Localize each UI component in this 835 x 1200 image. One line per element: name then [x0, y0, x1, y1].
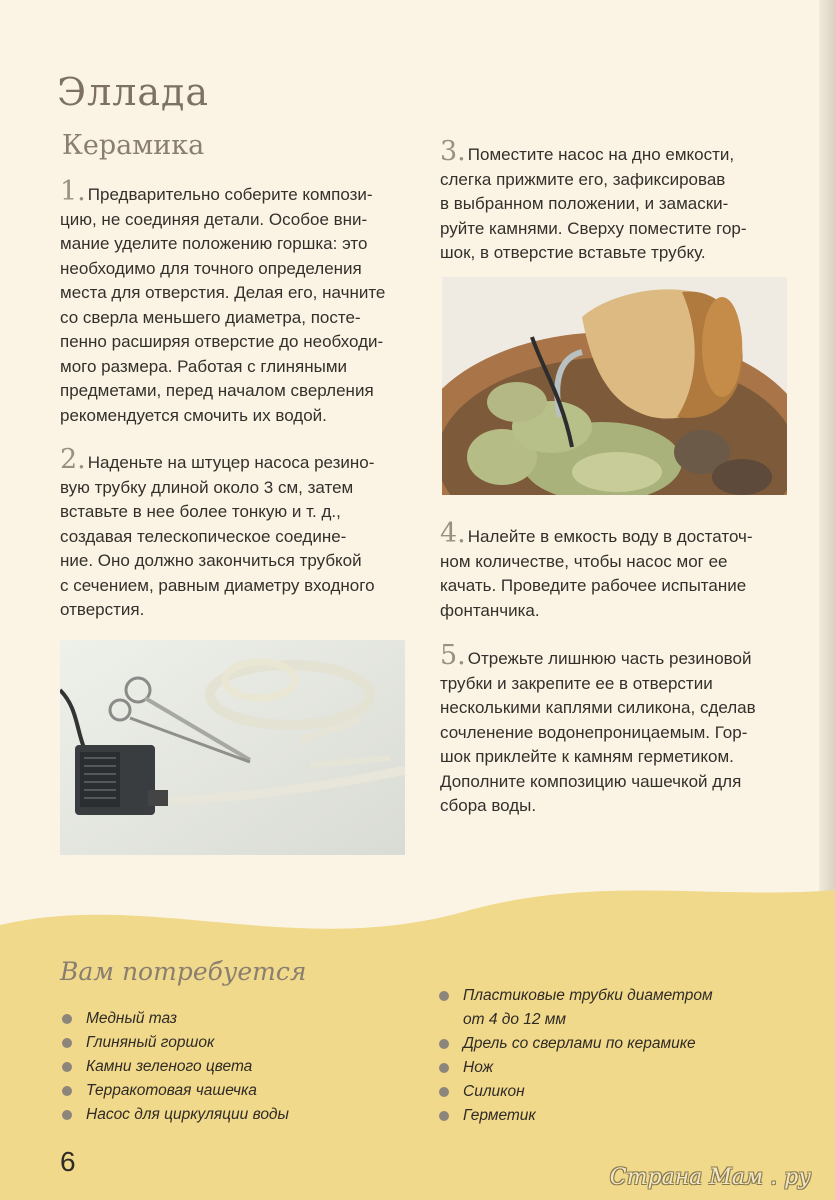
step-text-line: руйте камнями. Сверху поместите гор-: [440, 218, 747, 238]
step-text-line: слегка прижмите его, зафиксировав: [440, 169, 726, 189]
list-item-continuation: [437, 1008, 713, 1032]
page-title: Эллада: [57, 70, 210, 114]
step-text-line: вставьте в нее более тонкую и т. д.,: [60, 502, 341, 521]
step-text-line: цию, не соединяя детали. Особое вни-: [60, 209, 368, 229]
bullet-icon: [62, 1086, 72, 1096]
bullet-icon: [62, 1014, 72, 1024]
step-text-line: Налейте в емкость воду в достаточ-: [467, 527, 753, 546]
step-text-line: качать. Проведите рабочее испытание: [440, 576, 747, 595]
page-number: 6: [60, 1146, 76, 1177]
step-text-line: Наденьте на штуцер насоса резино-: [87, 453, 375, 472]
step-text-line: ние. Оно должно закончиться трубкой: [60, 551, 362, 570]
photo-fountain: [442, 277, 787, 495]
pump-tubes-illustration: [60, 640, 405, 855]
step-text-line: в выбранном положении, и замаски-: [440, 194, 729, 213]
list-item-label: Глиняный горшок: [86, 1034, 215, 1051]
step-2: [60, 444, 400, 623]
step-number: 5.: [440, 640, 466, 671]
step-text-line: Отрежьте лишнюю часть резиновой: [467, 649, 752, 668]
step-text-line: Поместите насос на дно емкости,: [467, 145, 735, 164]
list-item: [60, 1007, 289, 1031]
step-text-line: несколькими каплями силикона, сделав: [440, 698, 756, 717]
step-4: [440, 518, 785, 623]
step-1: [60, 176, 400, 428]
step-number: 4.: [440, 518, 466, 549]
step-number: 1.: [60, 176, 86, 207]
step-text-line: мание уделите положению горшка: это: [60, 234, 368, 253]
step-text-line: пенно расширяя отверстие до необходи-: [60, 332, 384, 351]
photo-pump-and-tubes: [60, 640, 405, 855]
step-text-line: шок приклейте к камням герметиком.: [440, 747, 734, 766]
list-item: [60, 1055, 289, 1079]
list-item-label: Насос для циркуляции воды: [86, 1106, 289, 1123]
bullet-icon: [62, 1062, 72, 1072]
step-text-line: сочленение водонепроницаемым. Гор-: [440, 722, 748, 742]
step-text-line: места для отверстия. Делая его, начните: [60, 283, 386, 302]
bullet-icon: [439, 1087, 449, 1097]
list-item-label: Медный таз: [86, 1010, 178, 1027]
section-subtitle: Керамика: [62, 130, 205, 161]
materials-list-left: [60, 1007, 289, 1127]
step-text-line: вую трубку длиной около 3 см, затем: [60, 477, 354, 497]
list-item-label: Дрель со сверлами по керамике: [463, 1035, 696, 1052]
bullet-icon: [439, 1063, 449, 1073]
bullet-icon: [439, 1111, 449, 1121]
list-item-label: от 4 до 12 мм: [463, 1011, 567, 1028]
list-item: [60, 1031, 289, 1055]
materials-list-right: [437, 984, 713, 1128]
step-text-line: фонтанчика.: [440, 600, 540, 620]
step-number: 3.: [440, 136, 466, 167]
step-text-line: мого размера. Работая с глиняными: [60, 356, 348, 376]
list-item: [437, 1080, 713, 1104]
bullet-icon: [62, 1110, 72, 1120]
list-item: [437, 984, 713, 1008]
step-text-line: предметами, перед началом сверления: [60, 381, 374, 400]
list-item: [437, 1056, 713, 1080]
step-text-line: со сверла меньшего диаметра, посте-: [60, 307, 361, 327]
list-item-label: Герметик: [463, 1107, 536, 1124]
step-text-line: Дополните композицию чашечкой для: [440, 771, 742, 791]
list-item: [437, 1104, 713, 1128]
bullet-icon: [62, 1038, 72, 1048]
list-item-label: Силикон: [463, 1083, 525, 1100]
step-3: [440, 136, 785, 266]
bullet-icon: [439, 991, 449, 1001]
step-text-line: необходимо для точного определения: [60, 258, 362, 278]
list-item-label: Пластиковые трубки диаметром: [463, 987, 713, 1004]
step-text-line: отверстия.: [60, 600, 145, 619]
bullet-icon: [439, 1039, 449, 1049]
list-item-label: Нож: [463, 1059, 494, 1076]
step-text-line: Предварительно соберите компози-: [87, 185, 373, 204]
list-item: [60, 1079, 289, 1103]
list-item-label: Терракотовая чашечка: [86, 1082, 257, 1099]
step-text-line: шок, в отверстие вставьте трубку.: [440, 243, 706, 262]
step-text-line: трубки и закрепите ее в отверстии: [440, 673, 713, 693]
step-5: [440, 640, 785, 819]
list-item-label: Камни зеленого цвета: [86, 1058, 253, 1075]
step-text-line: рекомендуется смочить их водой.: [60, 405, 327, 425]
step-text-line: с сечением, равным диаметру входного: [60, 575, 375, 595]
site-watermark: Страна Мам . ру: [609, 1165, 811, 1190]
list-item: [437, 1032, 713, 1056]
step-number: 2.: [60, 444, 86, 475]
step-text-line: сбора воды.: [440, 796, 537, 815]
fountain-illustration: [442, 277, 787, 495]
materials-title: Вам потребуется: [60, 957, 307, 986]
step-text-line: создавая телескопическое соедине-: [60, 526, 347, 546]
list-item: [60, 1103, 289, 1127]
step-text-line: ном количестве, чтобы насос мог ее: [440, 551, 728, 571]
